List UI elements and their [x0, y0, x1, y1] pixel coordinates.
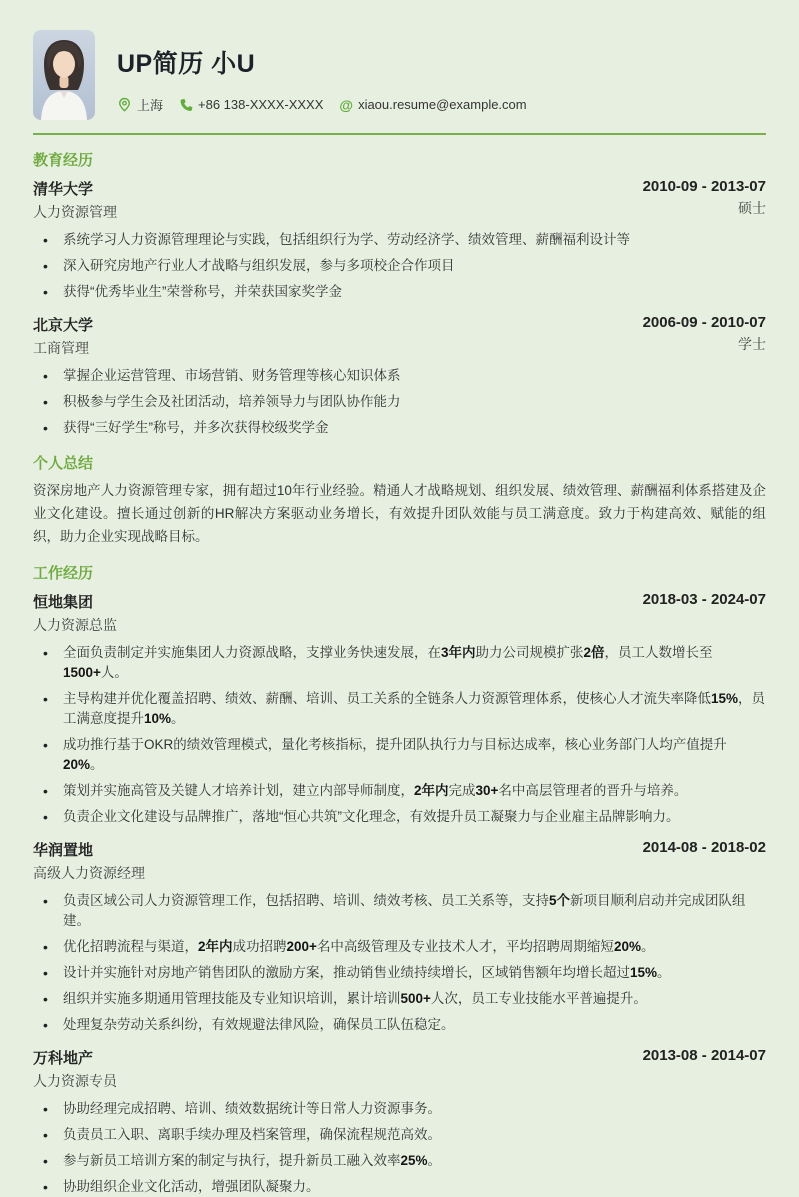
bullet-item: • 协助经理完成招聘、培训、绩效数据统计等日常人力资源事务。 [33, 1099, 766, 1119]
education-bullet-list [33, 230, 766, 302]
work-entry [33, 1047, 766, 1197]
date-range: 2010-09 - 2013-07 [642, 178, 766, 195]
education-entry-left [33, 314, 93, 358]
bullet-item: • 全面负责制定并实施集团人力资源战略，支撑业务快速发展，在3年内助力公司规模扩张2倍，员工人数增长至1500+人。 [33, 643, 766, 683]
work-bullet-list [33, 891, 766, 1035]
contact-row [117, 95, 527, 114]
bullet-item: • 设计并实施针对房地产销售团队的激励方案，推动销售业绩持续增长，区域销售额年均增长超过15%。 [33, 963, 766, 983]
at-icon: @ [339, 96, 354, 113]
work-entry-right [643, 839, 766, 856]
work-entry-right [643, 591, 766, 608]
education-entry-head [33, 314, 766, 358]
work-entry-head [33, 591, 766, 635]
work-bullet-list [33, 1099, 766, 1197]
phone-icon [179, 98, 193, 112]
date-range: 2013-08 - 2014-07 [642, 1047, 766, 1064]
degree-label: 硕士 [738, 200, 766, 216]
contact-phone [179, 97, 323, 112]
work-entry-left [33, 1047, 117, 1091]
job-title: 高级人力资源经理 [33, 865, 145, 881]
bullet-item: • 主导构建并优化覆盖招聘、绩效、薪酬、培训、员工关系的全链条人力资源管理体系，使核心人才流失率降低15%，员工满意度提升10%。 [33, 689, 766, 729]
date-range: 2006-09 - 2010-07 [642, 314, 766, 331]
job-title: 人力资源总监 [33, 617, 117, 633]
bullet-item: • 负责企业文化建设与品牌推广，落地“恒心共筑”文化理念，有效提升员工凝聚力与企业雇主品牌影响力。 [33, 807, 766, 827]
degree-label: 学士 [738, 336, 766, 352]
bullet-item: • 系统学习人力资源管理理论与实践，包括组织行为学、劳动经济学、绩效管理、薪酬福利设计等 [33, 230, 766, 250]
work-entry [33, 591, 766, 827]
date-range: 2014-08 - 2018-02 [642, 839, 766, 856]
education-section-title: 教育经历 [33, 152, 94, 169]
section-summary [33, 452, 766, 548]
header-text [117, 30, 527, 114]
summary-text: 资深房地产人力资源管理专家，拥有超过10年行业经验。精通人才战略规划、组织发展、绩效管理、薪酬福利体系搭建及企业文化建设。擅长通过创新的HR解决方案驱动业务增长，有效提升团队效能与员工满意度。致力于构建高效、赋能的组织，助力企业实现战略目标。 [33, 483, 766, 544]
bullet-item: • 获得“三好学生”称号，并多次获得校级奖学金 [33, 418, 766, 438]
company-name: 华润置地 [33, 842, 94, 859]
job-title: 人力资源专员 [33, 1073, 117, 1089]
summary-section-title: 个人总结 [33, 455, 94, 472]
work-entry [33, 839, 766, 1035]
bullet-item: • 协助组织企业文化活动，增强团队凝聚力。 [33, 1177, 766, 1197]
company-name: 万科地产 [33, 1050, 94, 1067]
contact-location [117, 95, 163, 114]
section-work [33, 562, 766, 1197]
bullet-item: • 深入研究房地产行业人才战略与组织发展，参与多项校企合作项目 [33, 256, 766, 276]
bullet-item: • 成功推行基于OKR的绩效管理模式，量化考核指标，提升团队执行力与目标达成率，核心业务部门人均产值提升20%。 [33, 735, 766, 775]
work-entry-right [643, 1047, 766, 1064]
bullet-item: • 负责区域公司人力资源管理工作，包括招聘、培训、绩效考核、员工关系等，支持5个新项目顺利启动并完成团队组建。 [33, 891, 766, 931]
section-education [33, 149, 766, 438]
education-entry-right [643, 178, 766, 218]
bullet-item: • 参与新员工培训方案的制定与执行，提升新员工融入效率25%。 [33, 1151, 766, 1171]
bullet-item: • 积极参与学生会及社团活动，培养领导力与团队协作能力 [33, 392, 766, 412]
major-name: 工商管理 [33, 340, 89, 356]
education-entry [33, 178, 766, 302]
location-pin-icon [117, 97, 132, 112]
bullet-item: • 负责员工入职、离职手续办理及档案管理，确保流程规范高效。 [33, 1125, 766, 1145]
school-name: 北京大学 [33, 317, 94, 334]
profile-photo [33, 30, 95, 120]
education-entry-left [33, 178, 117, 222]
education-entry-head [33, 178, 766, 222]
profile-photo-illustration [33, 30, 95, 120]
contact-email [339, 97, 526, 112]
location-text: 上海 [137, 98, 164, 113]
work-entry-left [33, 839, 145, 883]
date-range: 2018-03 - 2024-07 [642, 591, 766, 608]
work-section-title: 工作经历 [33, 565, 94, 582]
education-bullet-list [33, 366, 766, 438]
work-entry-head [33, 839, 766, 883]
resume-header [33, 30, 766, 120]
candidate-name: UP简历 小U [117, 50, 256, 78]
school-name: 清华大学 [33, 181, 94, 198]
education-entry [33, 314, 766, 438]
email-text: xiaou.resume@example.com [358, 97, 527, 112]
work-entry-left [33, 591, 117, 635]
work-entry-head [33, 1047, 766, 1091]
education-entry-right [643, 314, 766, 354]
bullet-item: • 掌握企业运营管理、市场营销、财务管理等核心知识体系 [33, 366, 766, 386]
bullet-item: • 组织并实施多期通用管理技能及专业知识培训，累计培训500+人次，员工专业技能水平普遍提升。 [33, 989, 766, 1009]
bullet-item: • 获得“优秀毕业生”荣誉称号，并荣获国家奖学金 [33, 282, 766, 302]
bullet-item: • 处理复杂劳动关系纠纷，有效规避法律风险，确保员工队伍稳定。 [33, 1015, 766, 1035]
header-divider [33, 133, 766, 135]
work-bullet-list [33, 643, 766, 827]
major-name: 人力资源管理 [33, 204, 117, 220]
phone-text: +86 138-XXXX-XXXX [198, 97, 324, 112]
bullet-item: • 策划并实施高管及关键人才培养计划，建立内部导师制度，2年内完成30+名中高层管理者的晋升与培养。 [33, 781, 766, 801]
bullet-item: • 优化招聘流程与渠道，2年内成功招聘200+名中高级管理及专业技术人才，平均招聘周期缩短20%。 [33, 937, 766, 957]
company-name: 恒地集团 [33, 594, 94, 611]
